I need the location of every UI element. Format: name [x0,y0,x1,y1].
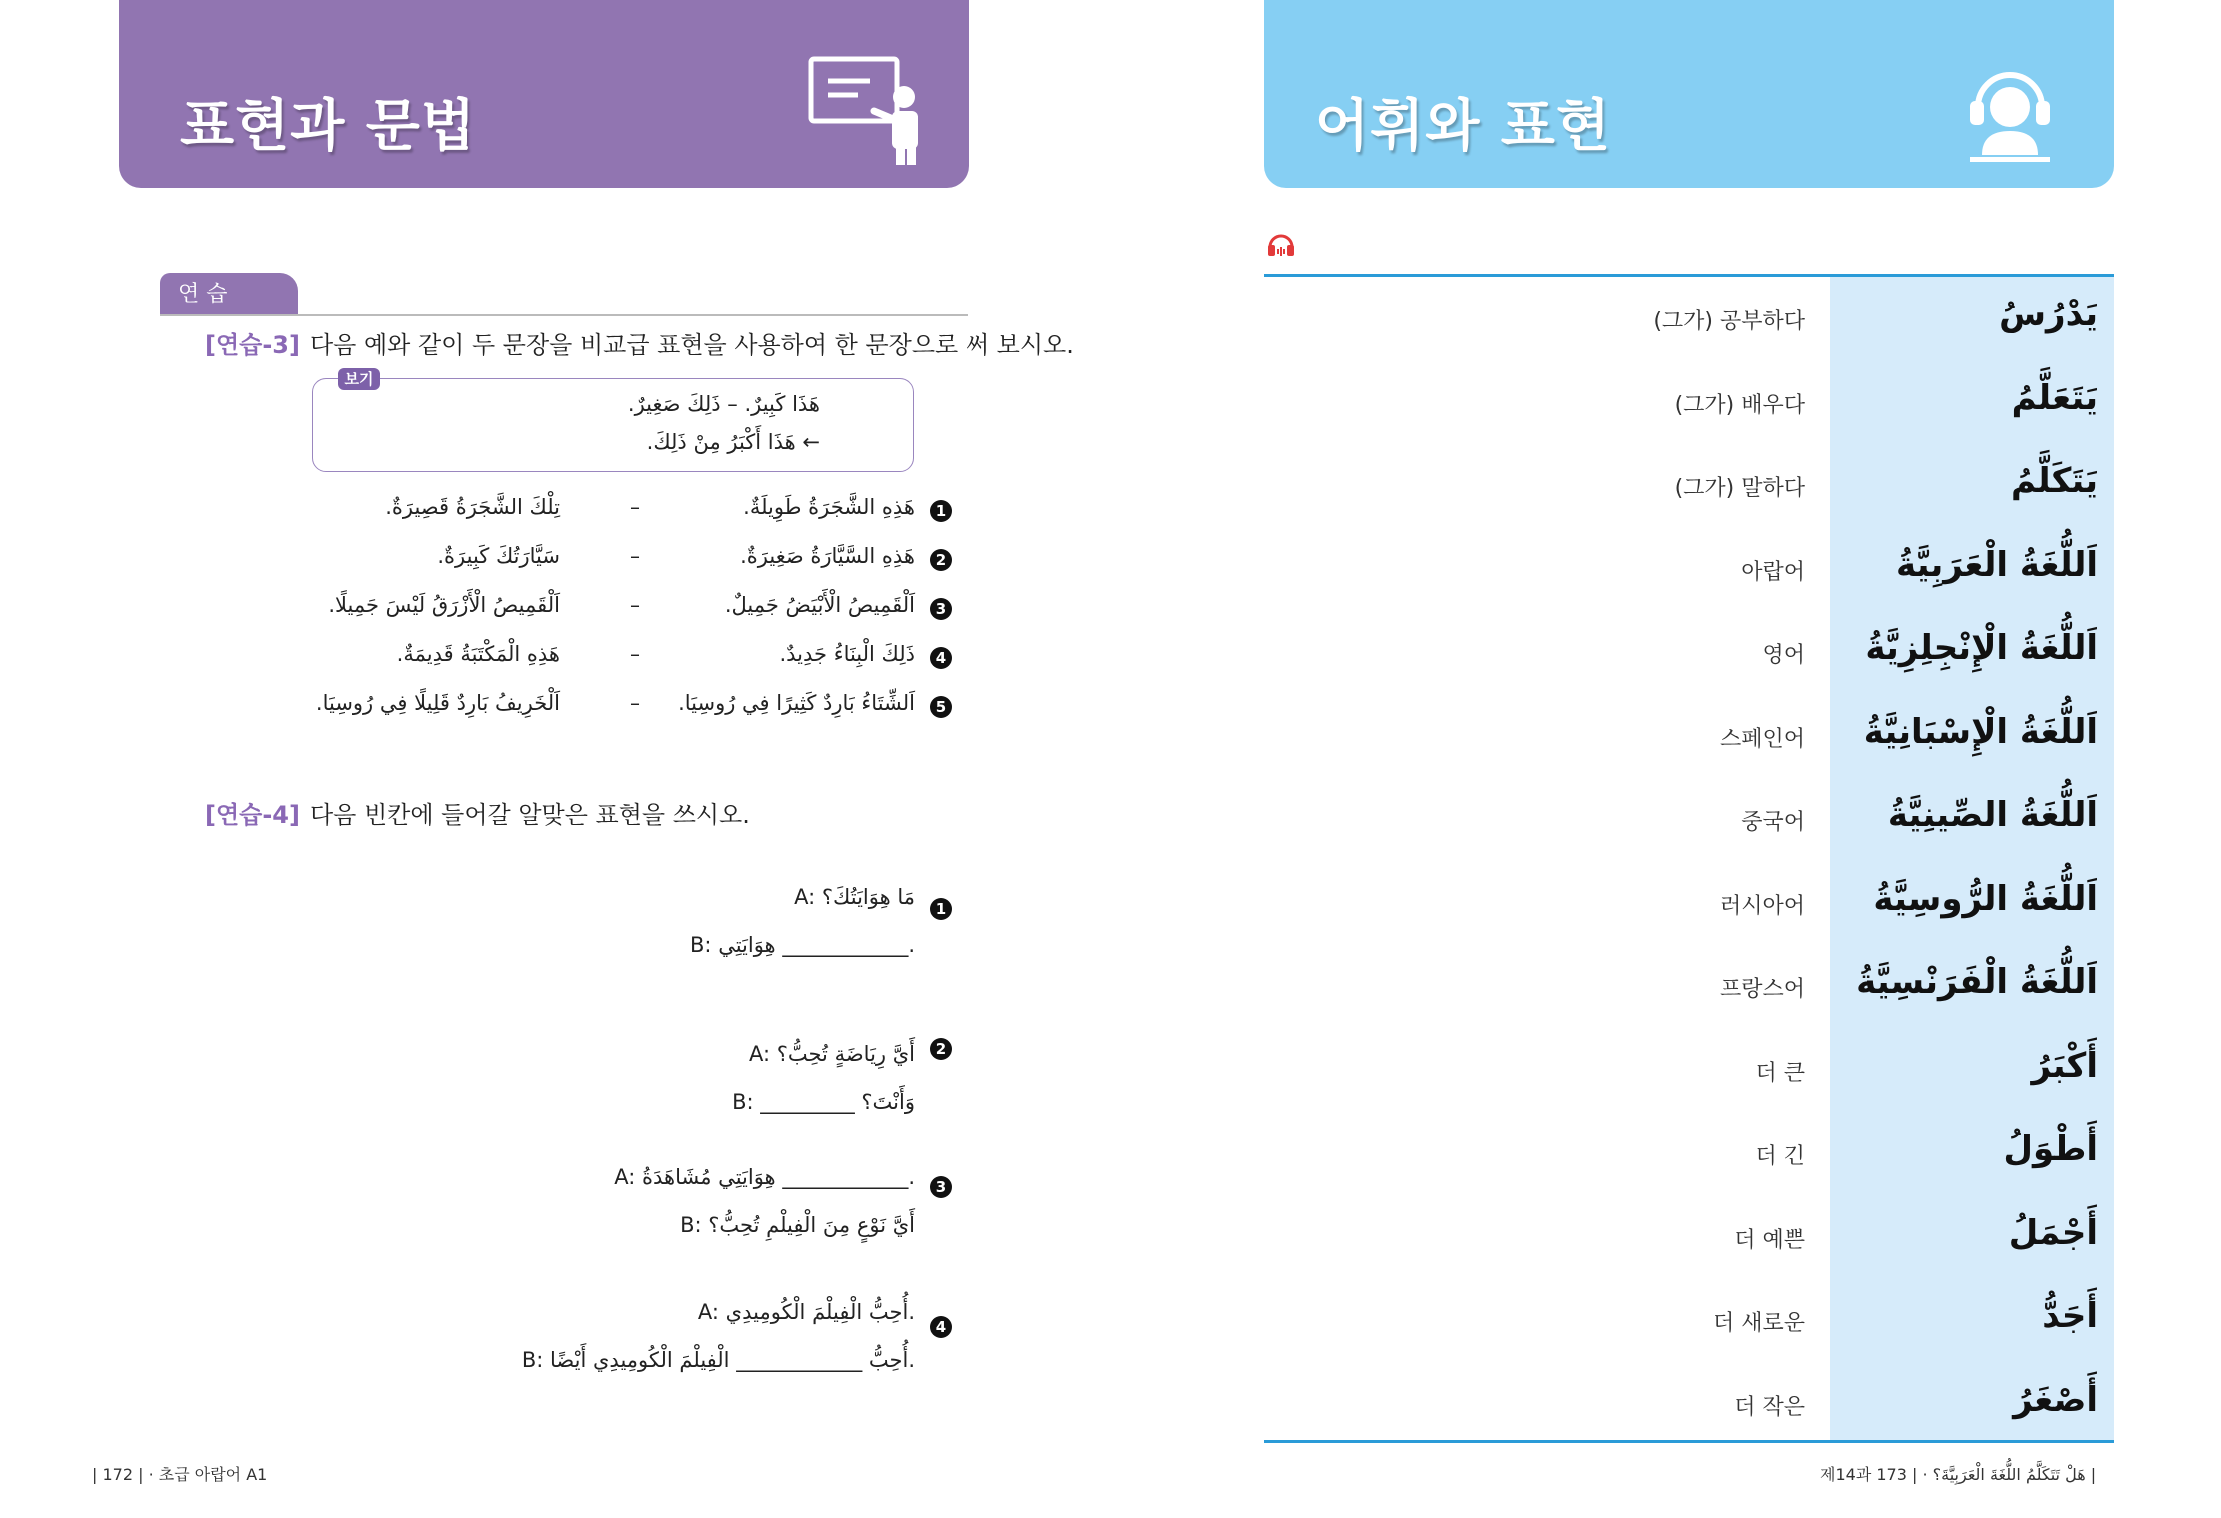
line-b: B: _________ وَأَنْتَ؟ [732,1090,915,1114]
item-number: 2 [930,549,952,571]
line-b: B: أُحِبُّ ____________ الْفِيلْمَ الْكُومِيدِي أَيْضًا. [521,1348,915,1372]
headphones-audio-icon[interactable] [1266,230,1296,260]
vocab-korean: 영어 [1762,643,1805,668]
vocab-arabic: يَتَكَلَّمُ [2011,461,2098,501]
exercise3-heading [205,325,1074,360]
line-b: B: أَيَّ نَوْعٍ مِنَ الْفِيلْمِ تُحِبُّ؟ [680,1213,915,1237]
vocab-korean: 중국어 [1741,810,1805,835]
vocab-arabic: اَللُّغَةُ الرُّوسِيَّةُ [1873,879,2098,919]
sentence-a: ذَلِكَ الْبِنَاءُ جَدِيدٌ. [779,642,915,666]
pair-dash: – [630,593,640,617]
pair-dash: – [630,691,640,715]
sentence-b: سَيَّارَتُكَ كَبِيرَةٌ. [437,544,560,568]
item-number: 2 [930,1038,952,1060]
vocab-arabic: اَللُّغَةُ الْعَرَبِيَّةُ [1896,545,2098,585]
sentence-a: هَذِهِ الشَّجَرَةُ طَوِيلَةٌ. [743,495,915,519]
teacher-board-icon [808,55,926,165]
example-line-2: ← هَذَا أَكْبَرُ مِنْ ذَلِكَ. [646,430,820,454]
headset-user-icon [1960,55,2060,165]
sentence-a: هَذِهِ السَّيَّارَةُ صَغِيرَةٌ. [740,544,915,568]
vocab-arabic: أَجَدُّ [2042,1296,2098,1336]
vocab-korean: 더 예쁜 [1734,1228,1805,1253]
vocab-korean: (그가) 말하다 [1674,476,1805,501]
vocab-arabic: أَجْمَلُ [2008,1213,2098,1253]
vocab-korean: 더 새로운 [1712,1311,1805,1336]
practice-tab: 연 습 [160,273,298,315]
vocab-arabic: أَصْغَرُ [2013,1380,2098,1420]
exercise3-tag: [연습-3] [205,331,300,359]
vocab-korean: 더 작은 [1734,1395,1805,1420]
vocab-korean: 러시아어 [1719,894,1805,919]
line-b: B: هِوَايَتِي ____________. [690,933,915,957]
sentence-a: اَلْقَمِيصُ الْأَبْيَضُ جَمِيلٌ. [724,593,915,617]
exercise4-instruction: 다음 빈칸에 들어갈 알맞은 표현을 쓰시오. [309,801,750,829]
pair-dash: – [630,642,640,666]
line-a: A: أُحِبُّ الْفِيلْمَ الْكُومِيدِي. [697,1300,915,1324]
left-page-title: 표현과 문법 [180,94,476,159]
vocab-arabic: أَكْبَرُ [2031,1046,2098,1086]
item-number: 1 [930,898,952,920]
vocab-korean: (그가) 공부하다 [1653,309,1805,334]
line-a: A: مَا هِوَايَتُكَ؟ [794,885,915,909]
sentence-b: تِلْكَ الشَّجَرَةُ قَصِيرَةٌ. [385,495,560,519]
vocab-korean: 아랍어 [1741,560,1805,585]
sentence-b: اَلْقَمِيصُ الْأَزْرَقُ لَيْسَ جَمِيلًا. [328,593,560,617]
item-number: 3 [930,598,952,620]
item-number: 4 [930,647,952,669]
vocab-arabic: اَللُّغَةُ الصِّينِيَّةُ [1887,795,2098,835]
vocab-korean: 프랑스어 [1719,977,1805,1002]
vocab-arabic: يَدْرُسُ [1999,294,2098,334]
line-a: A: هِوَايَتِي مُشَاهَدَةُ ____________. [614,1165,915,1189]
vocab-arabic: اَللُّغَةُ الْإِنْجِلِزِيَّةُ [1865,628,2098,668]
vocab-arabic: اَللُّغَةُ الْإِسْبَانِيَّةُ [1863,712,2098,752]
right-page-footer: 제14과 هَلْ تَتَكَلَّمُ اللُّغَةَ الْعَرَبِيَّةَ؟ · | 173 | [1820,1465,2097,1484]
vocab-korean: (그가) 배우다 [1674,393,1805,418]
sentence-a: اَلشِّتَاءُ بَارِدٌ كَثِيرًا فِي رُوسِيَا. [678,691,915,715]
pair-dash: – [630,495,640,519]
example-line-1: هَذَا كَبِيرٌ. – ذَلِكَ صَغِيرٌ. [627,392,820,416]
sentence-b: هَذِهِ الْمَكْتَبَةُ قَدِيمَةٌ. [396,642,560,666]
vocab-korean: 스페인어 [1719,727,1805,752]
vocab-arabic: يَتَعَلَّمُ [2011,378,2098,418]
vocab-arabic-column [1830,277,2114,1440]
item-number: 1 [930,500,952,522]
exercise4-heading [205,795,750,830]
item-number: 3 [930,1176,952,1198]
right-page-title: 어휘와 표현 [1315,94,1611,159]
exercise3-instruction: 다음 예와 같이 두 문장을 비교급 표현을 사용하여 한 문장으로 써 보시오. [309,331,1074,359]
vocab-korean: 더 큰 [1755,1061,1805,1086]
vocab-arabic: اَللُّغَةُ الْفَرَنْسِيَّةُ [1856,962,2098,1002]
item-number: 4 [930,1316,952,1338]
exercise4-tag: [연습-4] [205,801,300,829]
section-divider [160,314,968,316]
pair-dash: – [630,544,640,568]
left-page-footer: | 172 | · 초급 아랍어 A1 [92,1465,268,1484]
line-a: A: أَيَّ رِيَاضَةٍ تُحِبُّ؟ [748,1042,915,1066]
vocab-korean: 더 긴 [1755,1144,1805,1169]
vocab-bottom-rule [1264,1440,2114,1443]
sentence-b: اَلْخَرِيفُ بَارِدٌ قَلِيلًا فِي رُوسِيَا. [315,691,560,715]
example-badge: 보기 [338,368,380,390]
item-number: 5 [930,696,952,718]
vocab-arabic: أَطْوَلُ [2003,1129,2098,1169]
